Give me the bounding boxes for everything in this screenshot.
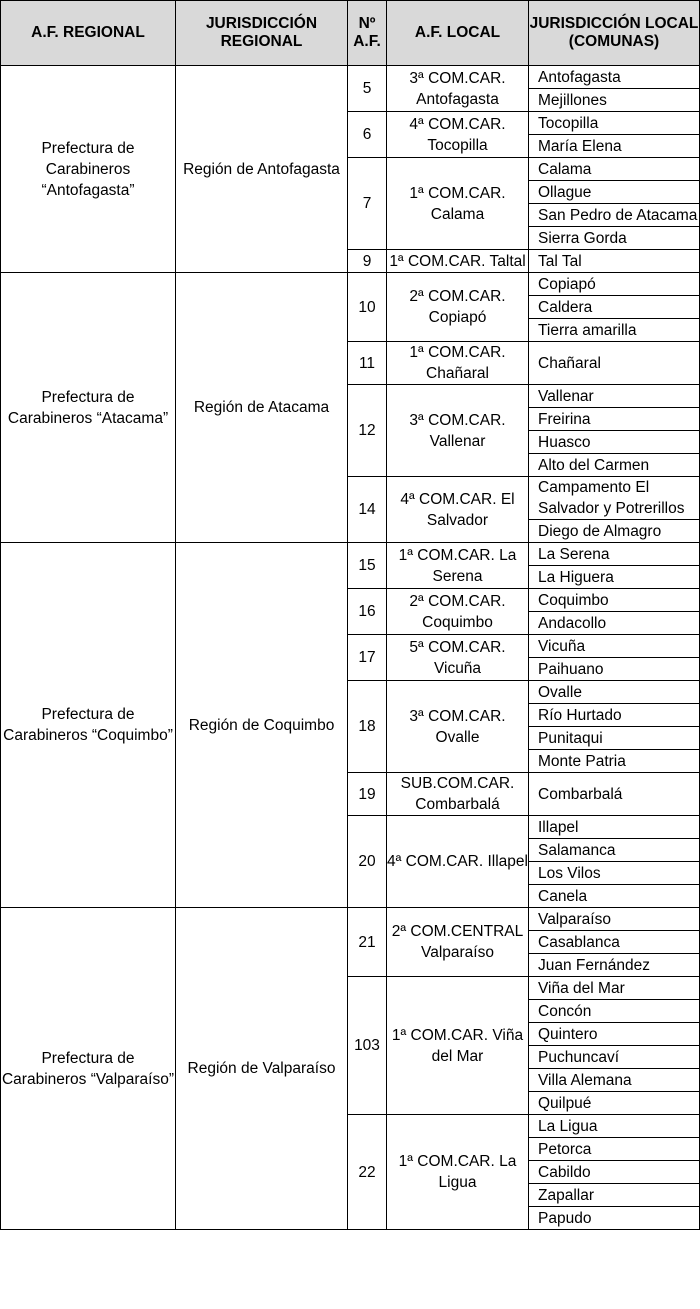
af-local-cell: 4ª COM.CAR. Tocopilla xyxy=(387,112,529,158)
comuna-cell: Puchuncaví xyxy=(529,1046,700,1069)
comuna-cell: Canela xyxy=(529,885,700,908)
af-local-cell: 4ª COM.CAR. Illapel xyxy=(387,816,529,908)
af-local-cell: 1ª COM.CAR. Calama xyxy=(387,158,529,250)
af-local-cell: 1ª COM.CAR. Viña del Mar xyxy=(387,977,529,1115)
comuna-cell: Papudo xyxy=(529,1207,700,1230)
comuna-cell: Vallenar xyxy=(529,385,700,408)
comuna-cell: Petorca xyxy=(529,1138,700,1161)
comuna-cell: Tal Tal xyxy=(529,250,700,273)
comuna-cell: Caldera xyxy=(529,296,700,319)
af-number-cell: 6 xyxy=(348,112,387,158)
af-local-cell: 2ª COM.CAR. Coquimbo xyxy=(387,589,529,635)
af-number-cell: 17 xyxy=(348,635,387,681)
af-number-cell: 18 xyxy=(348,681,387,773)
table-row xyxy=(1,66,700,89)
comuna-cell: Tierra amarilla xyxy=(529,319,700,342)
af-local-cell: 2ª COM.CENTRAL Valparaíso xyxy=(387,908,529,977)
af-number-cell: 11 xyxy=(348,342,387,385)
comuna-cell: Huasco xyxy=(529,431,700,454)
af-number-cell: 19 xyxy=(348,773,387,816)
comuna-cell: Villa Alemana xyxy=(529,1069,700,1092)
comuna-cell: Casablanca xyxy=(529,931,700,954)
comuna-cell: Chañaral xyxy=(529,342,700,385)
af-local-cell: 5ª COM.CAR. Vicuña xyxy=(387,635,529,681)
af-number-cell: 21 xyxy=(348,908,387,977)
comuna-cell: Tocopilla xyxy=(529,112,700,135)
table-body xyxy=(1,66,700,1230)
af-local-cell: 3ª COM.CAR. Antofagasta xyxy=(387,66,529,112)
comuna-cell: Valparaíso xyxy=(529,908,700,931)
region-cell: Región de Coquimbo xyxy=(176,543,348,908)
comuna-cell: Ollague xyxy=(529,181,700,204)
comuna-cell: Calama xyxy=(529,158,700,181)
comuna-cell: Vicuña xyxy=(529,635,700,658)
comuna-cell: Los Vilos xyxy=(529,862,700,885)
comuna-cell: Cabildo xyxy=(529,1161,700,1184)
af-number-cell: 7 xyxy=(348,158,387,250)
af-number-cell: 103 xyxy=(348,977,387,1115)
header-jurisdiccion-local: JURISDICCIÓN LOCAL (COMUNAS) xyxy=(529,1,700,66)
prefectura-cell: Prefectura de Carabineros “Coquimbo” xyxy=(1,543,176,908)
af-number-cell: 5 xyxy=(348,66,387,112)
af-number-cell: 20 xyxy=(348,816,387,908)
comuna-cell: Freirina xyxy=(529,408,700,431)
comuna-cell: La Serena xyxy=(529,543,700,566)
header-row xyxy=(1,1,700,66)
af-local-cell: 1ª COM.CAR. Taltal xyxy=(387,250,529,273)
comuna-cell: Copiapó xyxy=(529,273,700,296)
comuna-cell: Zapallar xyxy=(529,1184,700,1207)
comuna-cell: María Elena xyxy=(529,135,700,158)
table-row xyxy=(1,543,700,566)
comuna-cell: Sierra Gorda xyxy=(529,227,700,250)
header-jurisdiccion-regional: JURISDICCIÓN REGIONAL xyxy=(176,1,348,66)
region-cell: Región de Antofagasta xyxy=(176,66,348,273)
table-row xyxy=(1,908,700,931)
af-local-cell: 2ª COM.CAR. Copiapó xyxy=(387,273,529,342)
comuna-cell: Ovalle xyxy=(529,681,700,704)
prefectura-cell: Prefectura de Carabineros “Valparaíso” xyxy=(1,908,176,1230)
af-local-cell: 3ª COM.CAR. Vallenar xyxy=(387,385,529,477)
comuna-cell: Combarbalá xyxy=(529,773,700,816)
header-num-af: Nº A.F. xyxy=(348,1,387,66)
region-cell: Región de Atacama xyxy=(176,273,348,543)
af-number-cell: 22 xyxy=(348,1115,387,1230)
comuna-cell: La Higuera xyxy=(529,566,700,589)
comuna-cell: Diego de Almagro xyxy=(529,520,700,543)
comuna-cell: Paihuano xyxy=(529,658,700,681)
comuna-cell: Mejillones xyxy=(529,89,700,112)
af-number-cell: 9 xyxy=(348,250,387,273)
af-number-cell: 14 xyxy=(348,477,387,543)
prefectura-cell: Prefectura de Carabineros “Atacama” xyxy=(1,273,176,543)
comuna-cell: Concón xyxy=(529,1000,700,1023)
af-local-cell: 1ª COM.CAR. La Serena xyxy=(387,543,529,589)
af-number-cell: 10 xyxy=(348,273,387,342)
comuna-cell: Illapel xyxy=(529,816,700,839)
comuna-cell: Quintero xyxy=(529,1023,700,1046)
comuna-cell: Antofagasta xyxy=(529,66,700,89)
comuna-cell: La Ligua xyxy=(529,1115,700,1138)
af-number-cell: 15 xyxy=(348,543,387,589)
comuna-cell: Juan Fernández xyxy=(529,954,700,977)
comuna-cell: Viña del Mar xyxy=(529,977,700,1000)
comuna-cell: San Pedro de Atacama xyxy=(529,204,700,227)
comuna-cell: Quilpué xyxy=(529,1092,700,1115)
af-local-cell: 1ª COM.CAR. La Ligua xyxy=(387,1115,529,1230)
header-af-regional: A.F. REGIONAL xyxy=(1,1,176,66)
comuna-cell: Alto del Carmen xyxy=(529,454,700,477)
af-local-cell: 4ª COM.CAR. El Salvador xyxy=(387,477,529,543)
header-af-local: A.F. LOCAL xyxy=(387,1,529,66)
af-local-cell: 1ª COM.CAR. Chañaral xyxy=(387,342,529,385)
comuna-cell: Punitaqui xyxy=(529,727,700,750)
comuna-cell: Monte Patria xyxy=(529,750,700,773)
af-local-cell: SUB.COM.CAR. Combarbalá xyxy=(387,773,529,816)
af-number-cell: 12 xyxy=(348,385,387,477)
af-local-cell: 3ª COM.CAR. Ovalle xyxy=(387,681,529,773)
comuna-cell: Salamanca xyxy=(529,839,700,862)
prefectura-cell: Prefectura de Carabineros “Antofagasta” xyxy=(1,66,176,273)
comuna-cell: Coquimbo xyxy=(529,589,700,612)
af-number-cell: 16 xyxy=(348,589,387,635)
comuna-cell: Andacollo xyxy=(529,612,700,635)
table-row xyxy=(1,273,700,296)
comuna-cell: Río Hurtado xyxy=(529,704,700,727)
comuna-cell: Campamento El Salvador y Potrerillos xyxy=(529,477,700,520)
region-cell: Región de Valparaíso xyxy=(176,908,348,1230)
